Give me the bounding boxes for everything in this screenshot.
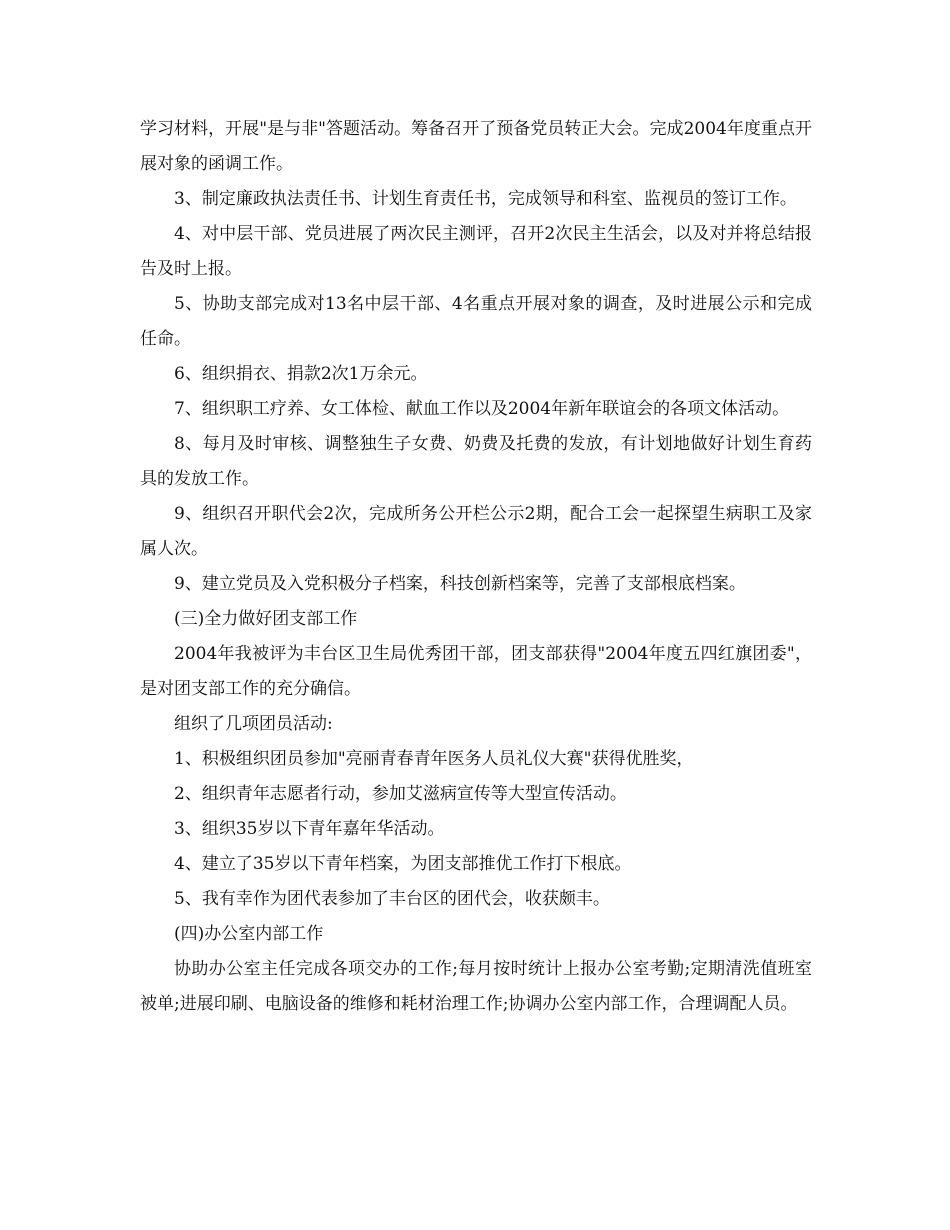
paragraph-8: 9、组织召开职代会2次，完成所务公开栏公示2期，配合工会一起探望生病职工及家属人次。 bbox=[140, 504, 812, 559]
document-body bbox=[140, 112, 812, 1022]
paragraph-6: 7、组织职工疗养、女工体检、献血工作以及2004年新年联谊会的各项文体活动。 bbox=[174, 399, 790, 419]
paragraph-2: 3、制定廉政执法责任书、计划生育责任书，完成领导和科室、监视员的签订工作。 bbox=[174, 189, 797, 209]
paragraph-3: 4、对中层干部、党员进展了两次民主测评，召开2次民主生活会，以及对并将总结报告及时上报。 bbox=[140, 224, 812, 279]
paragraph-13: 2、组织青年志愿者行动，参加艾滋病宣传等大型宣传活动。 bbox=[174, 784, 627, 804]
paragraph-10: 2004年我被评为丰台区卫生局优秀团干部，团支部获得"2004年度五四红旗团委"，是对团支部工作的充分确信。 bbox=[140, 644, 812, 699]
paragraph-7: 8、每月及时审核、调整独生子女费、奶费及托费的发放，有计划地做好计划生育药具的发放工作。 bbox=[140, 434, 812, 489]
paragraph-4: 5、协助支部完成对13名中层干部、4名重点开展对象的调查，及时进展公示和完成任命。 bbox=[140, 294, 812, 349]
paragraph-15: 4、建立了35岁以下青年档案，为团支部推优工作打下根底。 bbox=[174, 854, 632, 874]
section-heading-4: (四)办公室内部工作 bbox=[174, 924, 324, 944]
paragraph-17: 协助办公室主任完成各项交办的工作;每月按时统计上报办公室考勤;定期清洗值班室被单;进展印刷、电脑设备的维修和耗材治理工作;协调办公室内部工作，合理调配人员。 bbox=[140, 959, 812, 1014]
paragraph-11: 组织了几项团员活动: bbox=[174, 714, 333, 734]
paragraph-12: 1、积极组织团员参加"亮丽青春青年医务人员礼仪大赛"获得优胜奖， bbox=[174, 749, 694, 769]
paragraph-1: 学习材料，开展"是与非"答题活动。筹备召开了预备党员转正大会。完成2004年度重点开展对象的函调工作。 bbox=[140, 119, 812, 174]
paragraph-16: 5、我有幸作为团代表参加了丰台区的团代会，收获颇丰。 bbox=[174, 889, 610, 909]
paragraph-5: 6、组织捐衣、捐款2次1万余元。 bbox=[174, 364, 428, 384]
section-heading-3: (三)全力做好团支部工作 bbox=[174, 609, 358, 629]
paragraph-9: 9、建立党员及入党积极分子档案，科技创新档案等，完善了支部根底档案。 bbox=[174, 574, 746, 594]
paragraph-14: 3、组织35岁以下青年嘉年华活动。 bbox=[174, 819, 445, 839]
